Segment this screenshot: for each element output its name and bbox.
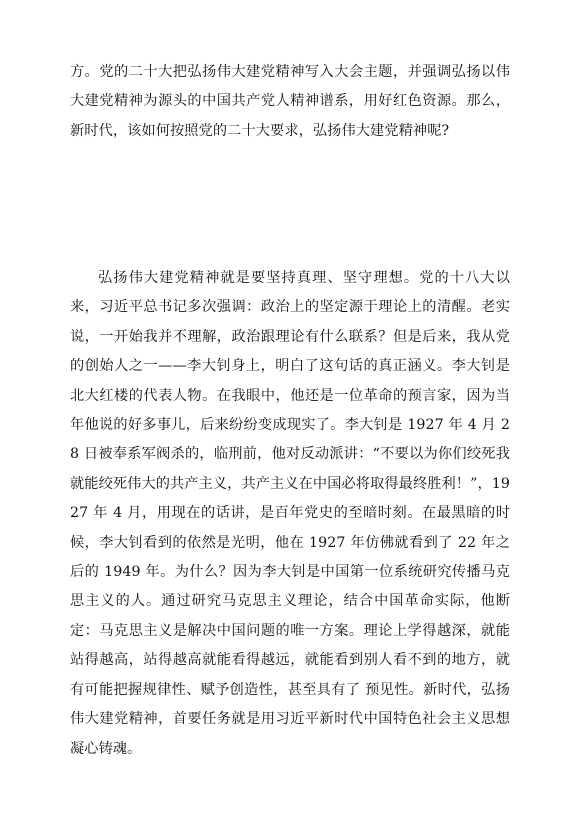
paragraph-body: 弘扬伟大建党精神就是要坚持真理、坚守理想。党的十八大以来，习近平总书记多次强调：政治上的坚定源于理论上的清醒。老实说，一开始我并不理解，政治跟理论有什么联系？但是后来，我从党的创始人之一——李大钊身上，明白了这句话的真正涵义。李大钊是北大红楼的代表人物。在我眼中，他还是一位革命的预言家，因为当年他说的好多事儿，后来纷纷变成现实了。李大钊是 1927 年 4 月 28 日被奉系军阀杀的，临刑前，他对反动派讲：“不要以为你们绞死我就能绞死伟大的共产主义，共产主义在中国必将取得最终胜利！”，1927 年 4 月，用现在的话讲，是百年党史的至暗时刻。在最黑暗的时候，李大钊看到的依然是光明，他在 1927 年仿佛就看到了 22 年之后的 1949 年。为什么？因为李大钊是中国第一位系统研究传播马克思主义的人。通过研究马克思主义理论，结合中国革命实际，他断定：马克思主义是解决中国问题的唯一方案。理论上学得越深，就能站得越高，站得越高就能看得越远，就能看到别人看不到的地方，就有可能把握规律性、赋予创造性，甚至具有了 预见性。新时代，弘扬伟大建党精神，首要任务就是用习近平新时代中国特色社会主义思想凝心铸魂。 bbox=[70, 270, 510, 757]
paragraph-continued: 方。党的二十大把弘扬伟大建党精神写入大会主题，并强调弘扬以伟大建党精神为源头的中国共产党人精神谱系，用好红色资源。那么，新时代，该如何按照党的二十大要求，弘扬伟大建党精神呢? bbox=[70, 64, 510, 139]
